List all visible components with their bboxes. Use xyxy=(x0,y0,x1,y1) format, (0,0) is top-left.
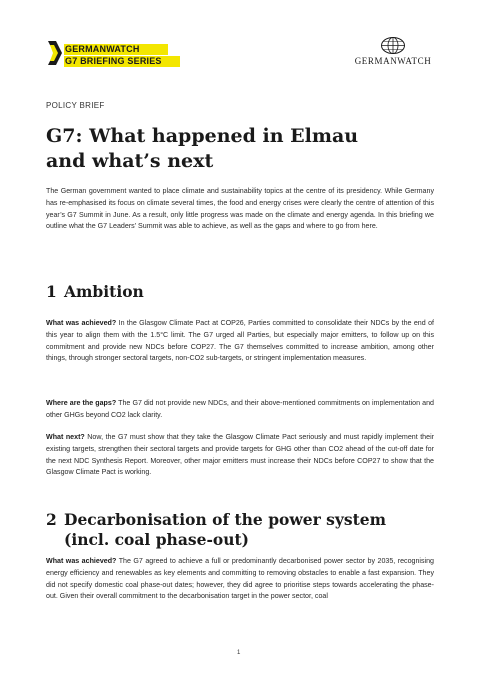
section-1-p2-text: The G7 did not provide new NDCs, and their above-mentioned commitments on implementation and other GHGs beyond CO2 lack clarity. xyxy=(46,399,434,419)
globe-icon xyxy=(380,36,406,55)
title-line-2: and what’s next xyxy=(46,150,214,172)
section-1-p1-lead: What was achieved? xyxy=(46,319,117,327)
series-subtitle: G7 BRIEFING SERIES xyxy=(65,56,162,66)
doc-type-label: POLICY BRIEF xyxy=(46,101,105,110)
section-2-p1-lead: What was achieved? xyxy=(46,557,117,565)
page-number: 1 xyxy=(237,650,241,656)
chevron-logo-icon xyxy=(46,39,62,67)
section-1-heading xyxy=(46,282,436,302)
section-1-paragraph-3 xyxy=(46,432,434,479)
section-1-p3-lead: What next? xyxy=(46,433,85,441)
logo-wordmark: GERMANWATCH xyxy=(354,56,432,66)
title-line-1: G7: What happened in Elmau xyxy=(46,125,359,147)
series-name: GERMANWATCH xyxy=(65,44,140,54)
section-2-paragraph-1 xyxy=(46,556,434,603)
page-title xyxy=(46,124,436,174)
intro-paragraph: The German government wanted to place climate and sustainability topics at the centre of its presidency. While Germany has re-emphasised its focus on climate several times, the food and energy crises were clearly the centre of attention of this year’s G7 Summit in June. As a result, only little progress was made on the climate and energy agenda. In this briefing we outline what the G7 Leaders’ Summit was able to achieve, as well as the gaps and where to go from here. xyxy=(46,187,434,231)
section-1-number: 1 xyxy=(46,282,57,301)
section-2-p1-text: The G7 agreed to achieve a full or predominantly decarbonised power sector by 2035, recognising energy efficiency and renewables as key elements and committing to removing obstacles to enable a fast expansion. They did not specify domestic coal phase-out dates; however, they did agree to prioritise steps towards accelerating the phase-out. Given their overall commitment to the decarbonisation target in the power sector, coal xyxy=(46,557,434,601)
section-2-title-line-2: (incl. coal phase-out) xyxy=(64,530,249,549)
germanwatch-logo xyxy=(350,36,436,68)
section-2-heading xyxy=(46,510,436,550)
section-1-p3-text: Now, the G7 must show that they take the Glasgow Climate Pact seriously and must rapidly implement their existing targets, strengthen their sectoral targets and provide targets for GHG other than CO2 ahead of the cut-off date for the next NDC Synthesis Report. Moreover, other major emitters must increase their NDCs before COP27 to show that the Glasgow Climate Pact is working. xyxy=(46,433,435,477)
briefing-series-badge xyxy=(46,36,206,70)
section-1-title: Ambition xyxy=(64,282,144,301)
section-2-title-line-1: Decarbonisation of the power system xyxy=(64,510,387,529)
section-1-paragraph-1 xyxy=(46,318,434,365)
section-1-paragraph-2 xyxy=(46,398,434,422)
section-2-number: 2 xyxy=(46,510,57,529)
section-1-p1-text: In the Glasgow Climate Pact at COP26, Parties committed to consolidate their NDCs by the end of this year to align them with the 1.5°C limit. The G7 urged all Parties, but especially major emitters, to follow up on this commitment and provide new NDCs before COP27. The G7 themselves committed to increase ambition, among other things, through stronger sectoral targets, non-CO2 sub-targets, or stringent implementation measures. xyxy=(46,319,434,363)
section-1-p2-lead: Where are the gaps? xyxy=(46,399,117,407)
